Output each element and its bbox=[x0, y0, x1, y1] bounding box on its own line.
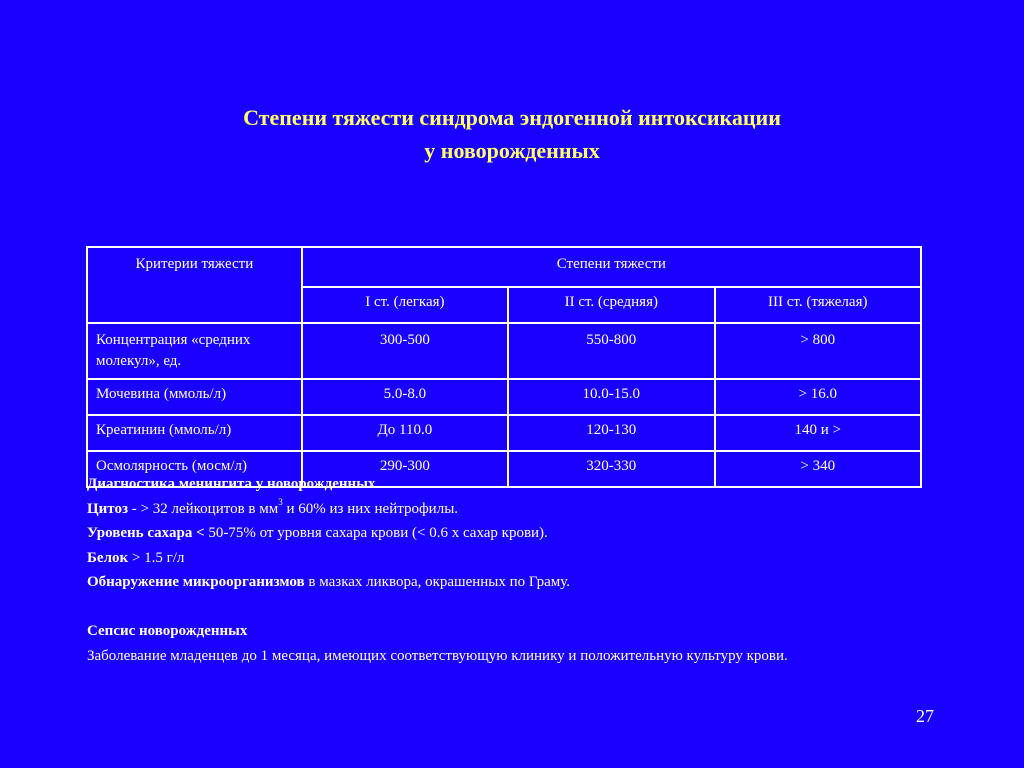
degree-col-1: I ст. (легкая) bbox=[302, 287, 508, 323]
microorganisms-label: Обнаружение микроорганизмов bbox=[87, 574, 305, 590]
sepsis-heading: Сепсис новорожденных bbox=[87, 623, 248, 639]
cytosis-line: Цитоз - > 32 лейкоцитов в $мм^3$ и 60% из них нейтрофилы. bbox=[87, 496, 459, 517]
value-cell: 10.0-15.0 bbox=[508, 379, 714, 415]
degree-col-2: II ст. (средняя) bbox=[508, 287, 714, 323]
criterion-cell: Мочевина (ммоль/л) bbox=[87, 379, 302, 415]
spacer bbox=[87, 595, 967, 620]
sepsis-text: Заболевание младенцев до 1 месяца, имеющих соответствующую клинику и положительную культуру крови. bbox=[87, 647, 788, 664]
cytosis-label: Цитоз bbox=[87, 500, 129, 517]
meningitis-heading: Диагностика менингита у новорожденных bbox=[87, 476, 376, 492]
degrees-header: Степени тяжести bbox=[302, 247, 921, 287]
criterion-cell: Осмолярность (мосм/л) bbox=[87, 451, 302, 487]
table-row bbox=[87, 415, 921, 451]
degree-col-3: III ст. (тяжелая) bbox=[715, 287, 922, 323]
criterion-cell: Концентрация «средних молекул», ед. bbox=[87, 323, 302, 379]
value-cell: 320-330 bbox=[508, 451, 714, 487]
criteria-header: Критерии тяжести bbox=[87, 247, 302, 323]
slide-title-line-2: у новорожденных bbox=[424, 138, 600, 163]
protein-line: Белок > 1.5 г/л bbox=[87, 549, 185, 566]
table-row bbox=[87, 379, 921, 415]
value-cell: > 800 bbox=[715, 323, 922, 379]
notes-block bbox=[87, 472, 967, 668]
value-cell: 300-500 bbox=[302, 323, 508, 379]
sugar-label: Уровень сахара < bbox=[87, 525, 205, 541]
criterion-cell: Креатинин (ммоль/л) bbox=[87, 415, 302, 451]
value-cell: 120-130 bbox=[508, 415, 714, 451]
value-cell: > 16.0 bbox=[715, 379, 922, 415]
value-cell: До 110.0 bbox=[302, 415, 508, 451]
slide-title bbox=[0, 101, 1024, 167]
value-cell: 550-800 bbox=[508, 323, 714, 379]
microorganisms-line: Обнаружение микроорганизмов в мазках ликвора, окрашенных по Граму. bbox=[87, 574, 571, 590]
sugar-line: Уровень сахара < 50-75% от уровня сахара крови (< 0.6 х сахар крови). bbox=[87, 525, 548, 541]
severity-table bbox=[86, 246, 922, 488]
value-cell: 5.0-8.0 bbox=[302, 379, 508, 415]
table-row bbox=[87, 323, 921, 379]
value-cell: 290-300 bbox=[302, 451, 508, 487]
value-cell: 140 и > bbox=[715, 415, 922, 451]
slide-title-line-1: Степени тяжести синдрома эндогенной интоксикации bbox=[243, 105, 781, 130]
table-header-row bbox=[87, 247, 921, 287]
value-cell: > 340 bbox=[715, 451, 922, 487]
protein-label: Белок bbox=[87, 549, 129, 566]
page-number: 27 bbox=[916, 706, 934, 726]
